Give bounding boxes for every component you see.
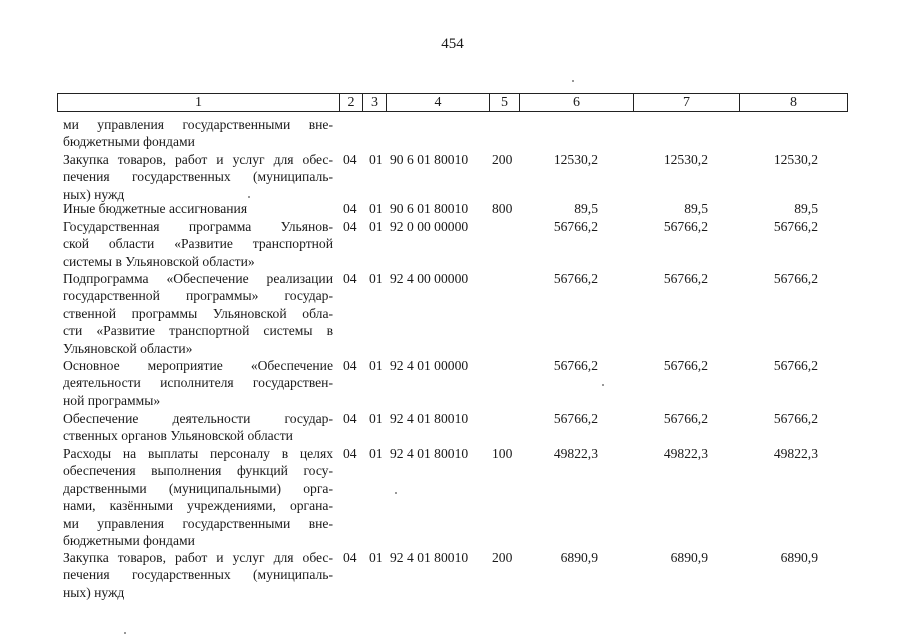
subsection-code: 01 xyxy=(369,550,383,565)
amount-col-7: 6890,9 xyxy=(670,550,708,565)
header-col-3: 3 xyxy=(362,94,386,111)
header-col-2: 2 xyxy=(339,94,362,111)
amount-col-7: 56766,2 xyxy=(663,271,708,286)
expense-type-code: 200 xyxy=(492,152,513,167)
amount-col-6: 56766,2 xyxy=(553,358,598,373)
amount-col-6: 56766,2 xyxy=(553,219,598,234)
subsection-code: 01 xyxy=(369,152,383,167)
section-code: 04 xyxy=(343,152,357,167)
target-article-code: 92 0 00 00000 xyxy=(390,219,469,234)
description-line: ской области «Развитие транспортной xyxy=(63,236,333,252)
subsection-code: 01 xyxy=(369,201,383,216)
description-line: нами, казёнными учреждениями, органа- xyxy=(63,498,333,514)
target-article-code: 92 4 01 00000 xyxy=(390,358,469,373)
description-line: Ульяновской области» xyxy=(63,340,193,356)
amount-col-6: 56766,2 xyxy=(553,411,598,426)
scan-speck xyxy=(602,384,604,386)
section-code: 04 xyxy=(343,358,357,373)
description-line: ных) нужд xyxy=(63,584,125,600)
description-line: Закупка товаров, работ и услуг для обес- xyxy=(63,550,333,565)
target-article-code: 92 4 00 00000 xyxy=(390,271,469,286)
amount-col-7: 56766,2 xyxy=(663,219,708,234)
target-article-code: 90 6 01 80010 xyxy=(390,201,469,216)
amount-col-6: 6890,9 xyxy=(560,550,598,565)
amount-col-8: 56766,2 xyxy=(773,271,818,286)
amount-col-6: 49822,3 xyxy=(553,446,598,461)
section-code: 04 xyxy=(343,411,357,426)
amount-col-6: 89,5 xyxy=(574,201,598,216)
description-line: деятельности исполнителя государствен- xyxy=(63,375,333,391)
header-col-5: 5 xyxy=(489,94,519,111)
description-line: бюджетными фондами xyxy=(63,532,195,548)
subsection-code: 01 xyxy=(369,411,383,426)
amount-col-8: 56766,2 xyxy=(773,358,818,373)
header-col-8: 8 xyxy=(739,94,847,111)
description-line: сти «Развитие транспортной системы в xyxy=(63,323,333,339)
header-col-1: 1 xyxy=(195,95,202,110)
row-description xyxy=(63,200,333,217)
description-line: ственной программы Ульяновской обла- xyxy=(63,305,333,321)
row-description xyxy=(63,218,333,270)
amount-col-8: 49822,3 xyxy=(773,446,818,461)
expense-type-code: 200 xyxy=(492,550,513,565)
expense-type-code: 800 xyxy=(492,201,513,216)
subsection-code: 01 xyxy=(369,219,383,234)
description-line: обеспечения выполнения функций госу- xyxy=(63,463,333,479)
page-number: 454 xyxy=(441,36,464,52)
description-line: Расходы на выплаты персоналу в целях xyxy=(63,446,333,461)
section-code: 04 xyxy=(343,219,357,234)
amount-col-6: 12530,2 xyxy=(553,152,598,167)
section-code: 04 xyxy=(343,446,357,461)
subsection-code: 01 xyxy=(369,271,383,286)
description-line: ной программы» xyxy=(63,392,161,408)
description-line: ми управления государственными вне- xyxy=(63,515,333,531)
section-code: 04 xyxy=(343,201,357,216)
row-description xyxy=(63,151,333,203)
target-article-code: 92 4 01 80010 xyxy=(390,446,469,461)
description-line: Основное мероприятие «Обеспечение xyxy=(63,358,333,373)
subsection-code: 01 xyxy=(369,446,383,461)
amount-col-8: 6890,9 xyxy=(780,550,818,565)
expense-type-code: 100 xyxy=(492,446,513,461)
description-line: дарственными (муниципальными) орга- xyxy=(63,480,333,496)
target-article-code: 92 4 01 80010 xyxy=(390,550,469,565)
row-description xyxy=(63,549,333,601)
header-col-4: 4 xyxy=(386,94,489,111)
description-line: ственных органов Ульяновской области xyxy=(63,428,293,444)
row-description xyxy=(63,116,333,151)
scan-speck xyxy=(572,80,574,82)
header-col-6: 6 xyxy=(519,94,633,111)
row-description xyxy=(63,445,333,549)
amount-col-8: 89,5 xyxy=(794,201,818,216)
description-line: ных) нужд xyxy=(63,186,125,202)
amount-col-8: 56766,2 xyxy=(773,411,818,426)
amount-col-6: 56766,2 xyxy=(553,271,598,286)
description-line: Подпрограмма «Обеспечение реализации xyxy=(63,271,333,286)
table-header xyxy=(57,93,848,112)
target-article-code: 92 4 01 80010 xyxy=(390,411,469,426)
row-description xyxy=(63,410,333,445)
amount-col-7: 56766,2 xyxy=(663,358,708,373)
description-line: ми управления государственными вне- xyxy=(63,117,333,132)
description-line: Государственная программа Ульянов- xyxy=(63,219,333,234)
description-line: системы в Ульяновской области» xyxy=(63,253,255,269)
description-line: печения государственных (муниципаль- xyxy=(63,567,333,583)
amount-col-8: 56766,2 xyxy=(773,219,818,234)
description-line: Иные бюджетные ассигнования xyxy=(63,201,248,216)
amount-col-8: 12530,2 xyxy=(773,152,818,167)
description-line: печения государственных (муниципаль- xyxy=(63,169,333,185)
scan-speck xyxy=(248,196,250,198)
amount-col-7: 12530,2 xyxy=(663,152,708,167)
amount-col-7: 56766,2 xyxy=(663,411,708,426)
scan-speck xyxy=(395,492,397,494)
target-article-code: 90 6 01 80010 xyxy=(390,152,469,167)
section-code: 04 xyxy=(343,271,357,286)
row-description xyxy=(63,270,333,357)
amount-col-7: 89,5 xyxy=(684,201,708,216)
amount-col-7: 49822,3 xyxy=(663,446,708,461)
description-line: государственной программы» государ- xyxy=(63,288,333,304)
subsection-code: 01 xyxy=(369,358,383,373)
header-col-7: 7 xyxy=(633,94,739,111)
scan-speck xyxy=(124,632,126,634)
description-line: бюджетными фондами xyxy=(63,134,195,150)
description-line: Обеспечение деятельности государ- xyxy=(63,411,333,426)
section-code: 04 xyxy=(343,550,357,565)
description-line: Закупка товаров, работ и услуг для обес- xyxy=(63,152,333,167)
row-description xyxy=(63,357,333,409)
